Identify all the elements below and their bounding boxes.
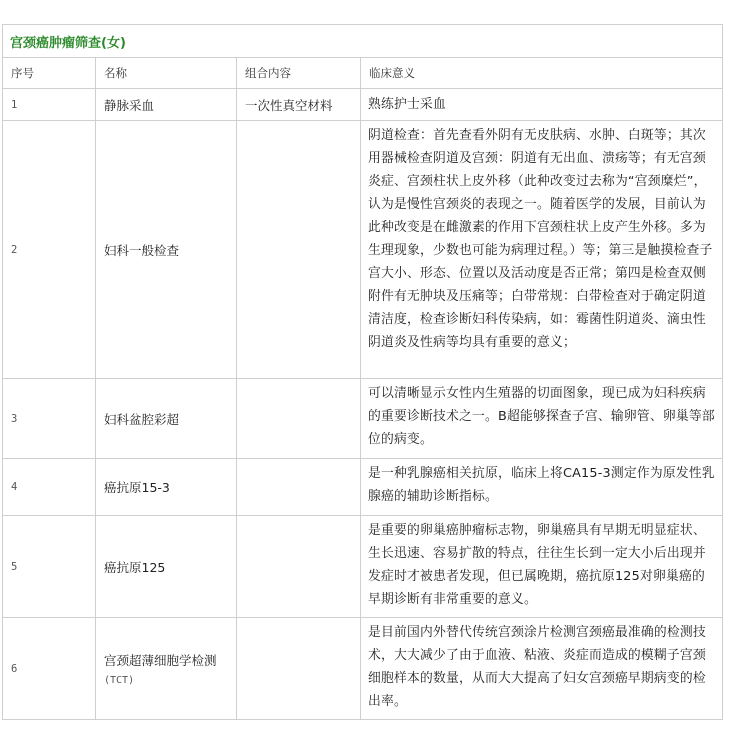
header-name: 名称 xyxy=(96,58,237,89)
row-name-cell xyxy=(96,618,237,720)
header-meaning: 临床意义 xyxy=(361,58,723,89)
row-content xyxy=(237,459,361,516)
row-number: 5 xyxy=(3,516,96,618)
row-meaning: 是目前国内外替代传统宫颈涂片检测宫颈癌最准确的检测技术，大大减少了由于血液、粘液、炎症而造成的模糊子宫颈细胞样本的数量，从而大大提高了妇女宫颈癌早期病变的检出率。 xyxy=(361,618,723,720)
table-row xyxy=(3,121,723,379)
row-name: 妇科一般检查 xyxy=(96,121,237,379)
table-row xyxy=(3,379,723,459)
header-number: 序号 xyxy=(3,58,96,89)
header-content: 组合内容 xyxy=(237,58,361,89)
row-number: 1 xyxy=(3,89,96,121)
row-name-subtitle: (TCT) xyxy=(104,675,135,686)
row-number: 2 xyxy=(3,121,96,379)
row-name: 妇科盆腔彩超 xyxy=(96,379,237,459)
row-meaning: 是一种乳腺癌相关抗原，临床上将CA15-3测定作为原发性乳腺癌的辅助诊断指标。 xyxy=(361,459,723,516)
table-header-row xyxy=(3,58,723,89)
table-row xyxy=(3,516,723,618)
table-row xyxy=(3,89,723,121)
table-title: 宫颈癌肿瘤筛查(女) xyxy=(3,25,723,58)
row-name: 静脉采血 xyxy=(96,89,237,121)
row-content xyxy=(237,516,361,618)
row-name: 癌抗原15-3 xyxy=(96,459,237,516)
row-number: 3 xyxy=(3,379,96,459)
row-meaning: 熟练护士采血 xyxy=(361,89,723,121)
row-content: 一次性真空材料 xyxy=(237,89,361,121)
row-name: 癌抗原125 xyxy=(96,516,237,618)
screening-table xyxy=(2,24,723,720)
table-row xyxy=(3,459,723,516)
row-content xyxy=(237,618,361,720)
row-meaning: 是重要的卵巢癌肿瘤标志物，卵巢癌具有早期无明显症状、生长迅速、容易扩散的特点，往往生长到一定大小后出现并发症时才被患者发现，但已属晚期，癌抗原125对卵巢癌的早期诊断有非常重要的意义。 xyxy=(361,516,723,618)
row-number: 6 xyxy=(3,618,96,720)
row-content xyxy=(237,379,361,459)
row-name: 宫颈超薄细胞学检测 xyxy=(104,653,217,668)
row-content xyxy=(237,121,361,379)
row-meaning: 可以清晰显示女性内生殖器的切面图象，现已成为妇科疾病的重要诊断技术之一。B超能够探查子宫、输卵管、卵巢等部位的病变。 xyxy=(361,379,723,459)
table-title-row xyxy=(3,25,723,58)
row-number: 4 xyxy=(3,459,96,516)
row-meaning: 阴道检查：首先查看外阴有无皮肤病、水肿、白斑等；其次用器械检查阴道及宫颈：阴道有无出血、溃疡等；有无宫颈炎症、宫颈柱状上皮外移（此种改变过去称为“宫颈糜烂”，认为是慢性宫颈炎的表现之一。随着医学的发展，目前认为此种改变是在雌激素的作用下宫颈柱状上皮产生外移。多为生理现象，少数也可能为病理过程。）等；第三是触摸检查子宫大小、形态、位置以及活动度是否正常；第四是检查双侧附件有无肿块及压痛等；白带常规：白带检查对于确定阴道清洁度，检查诊断妇科传染病，如：霉菌性阴道炎、滴虫性阴道炎及性病等均具有重要的意义； xyxy=(361,121,723,379)
table-row xyxy=(3,618,723,720)
